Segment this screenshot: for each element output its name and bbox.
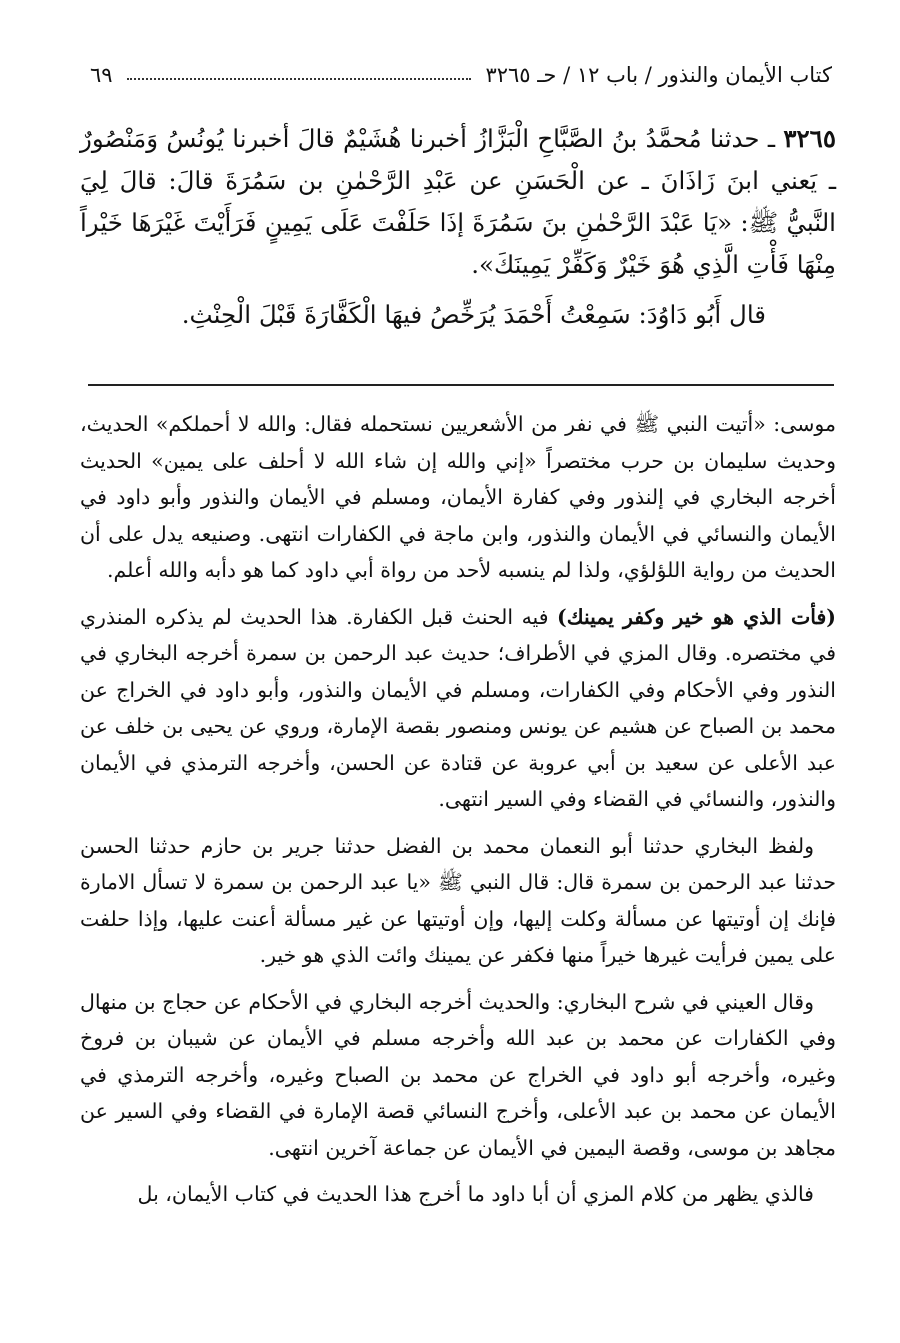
commentary-paragraph-3: ولفظ البخاري حدثنا أبو النعمان محمد بن الفضل حدثنا جرير بن حازم حدثنا الحسن حدثنا عبد الرحمن بن سمرة قال: قال النبي ﷺ «يا عبد الرحمن بن سمرة لا تسأل الامارة فإنك إن أوتيتها عن مسألة وكلت إليها، وإن أوتيتها عن غير مسألة أعنت عليها، وإذا حلفت على يمين فرأيت غيرها خيراً منها فكفر عن يمينك وائت الذي هو خير. [80,833,836,967]
header-title: كتاب الأيمان والنذور / باب ١٢ / حـ ٣٢٦٥ [485,63,832,87]
running-header [90,58,832,92]
dot-leader [127,78,472,80]
page-number: ٦٩ [90,63,113,87]
commentary-lemma: (فأت الذي هو خير وكفر يمينك) [557,604,836,629]
commentary-paragraph-1: موسى: «أتيت النبي ﷺ في نفر من الأشعريين نستحمله فقال: والله لا أحملكم» الحديث، وحديث سليمان بن حرب مختصراً «إني والله إن شاء الله لا أحلف على يمين» الحديث أخرجه البخاري في إلنذور وفي كفارة الأيمان، ومسلم في الأيمان والنذور وأبو داود في الأيمان والنسائي في الأيمان والنذور، وابن ماجة في الكفارات انتهى. وصنيعه يدل على أن الحديث من رواية اللؤلؤي، ولذا لم ينسبه لأحد من رواة أبي داود كما هو دأبه والله أعلم. [80,412,836,582]
commentary-paragraph-2-text: فيه الحنث قبل الكفارة. هذا الحديث لم يذكره المنذري في مختصره. وقال المزي في الأطراف؛ حديث عبد الرحمن بن سمرة أخرجه البخاري في النذور وفي الأحكام وفي الكفارات، ومسلم في الأيمان والنذور، وأبو داود في الخراج عن محمد بن الصباح عن هشيم عن يونس ومنصور بقصة الإمارة، وروي عن يحيى بن خلف عن عبد الأعلى عن سعيد بن أبي عروبة عن قتادة عن الحسن، وأخرجه الترمذي في الأيمان والنذور، والنسائي في القضاء وفي السير انتهى. [80,604,836,811]
commentary-paragraph-2 [80,599,836,818]
commentary-paragraph-4: وقال العيني في شرح البخاري: والحديث أخرجه البخاري في الأحكام عن حجاج بن منهال وفي الكفارات عن محمد بن عبد الله وأخرجه مسلم في الأيمان عن شيبان بن فروخ وغيره، وأخرجه أبو داود في الخراج عن محمد بن الصباح وغيره، وأخرجه الترمذي في الأيمان عن محمد بن عبد الأعلى، وأخرج النسائي قصة الإمارة في القضاء وفي السير عن مجاهد بن موسى، وقصة اليمين في الأيمان عن جماعة آخرين انتهى. [80,989,836,1160]
hadith-body: ـ حدثنا مُحمَّدُ بنُ الصَّبَّاحِ الْبَزَّازُ أخبرنا هُشَيْمٌ قالَ أخبرنا يُونُسُ وَمَنْصُورٌ ـ يَعني ابنَ زَاذَانَ ـ عن الْحَسَنِ عن عَبْدِ الرَّحْمٰنِ بن سَمُرَةَ قالَ: قالَ لِيَ النَّبيُّ ﷺ: «يَا عَبْدَ الرَّحْمٰنِ بنَ سَمُرَةَ إذَا حَلَفْتَ عَلَى يَمِينٍ فَرَأَيْتَ غَيْرَهَا خَيْراً مِنْهَا فَأْتِ الَّذِي هُوَ خَيْرٌ وَكَفِّرْ يَمِينَكَ». [80,124,836,279]
abu-dawud-note: قال أَبُو دَاوُدَ: سَمِعْتُ أَحْمَدَ يُرَخِّصُ فيهَا الْكَفَّارَةَ قَبْلَ الْحِنْثِ. [181,300,766,329]
commentary-block [80,406,836,1223]
hadith-block [80,118,836,336]
hadith-text [80,118,836,286]
footnote-divider [88,384,834,386]
hadith-number: ٣٢٦٥ [783,124,836,153]
commentary-paragraph-5: فالذي يظهر من كلام المزي أن أبا داود ما أخرج هذا الحديث في كتاب الأيمان، بل [137,1182,814,1206]
